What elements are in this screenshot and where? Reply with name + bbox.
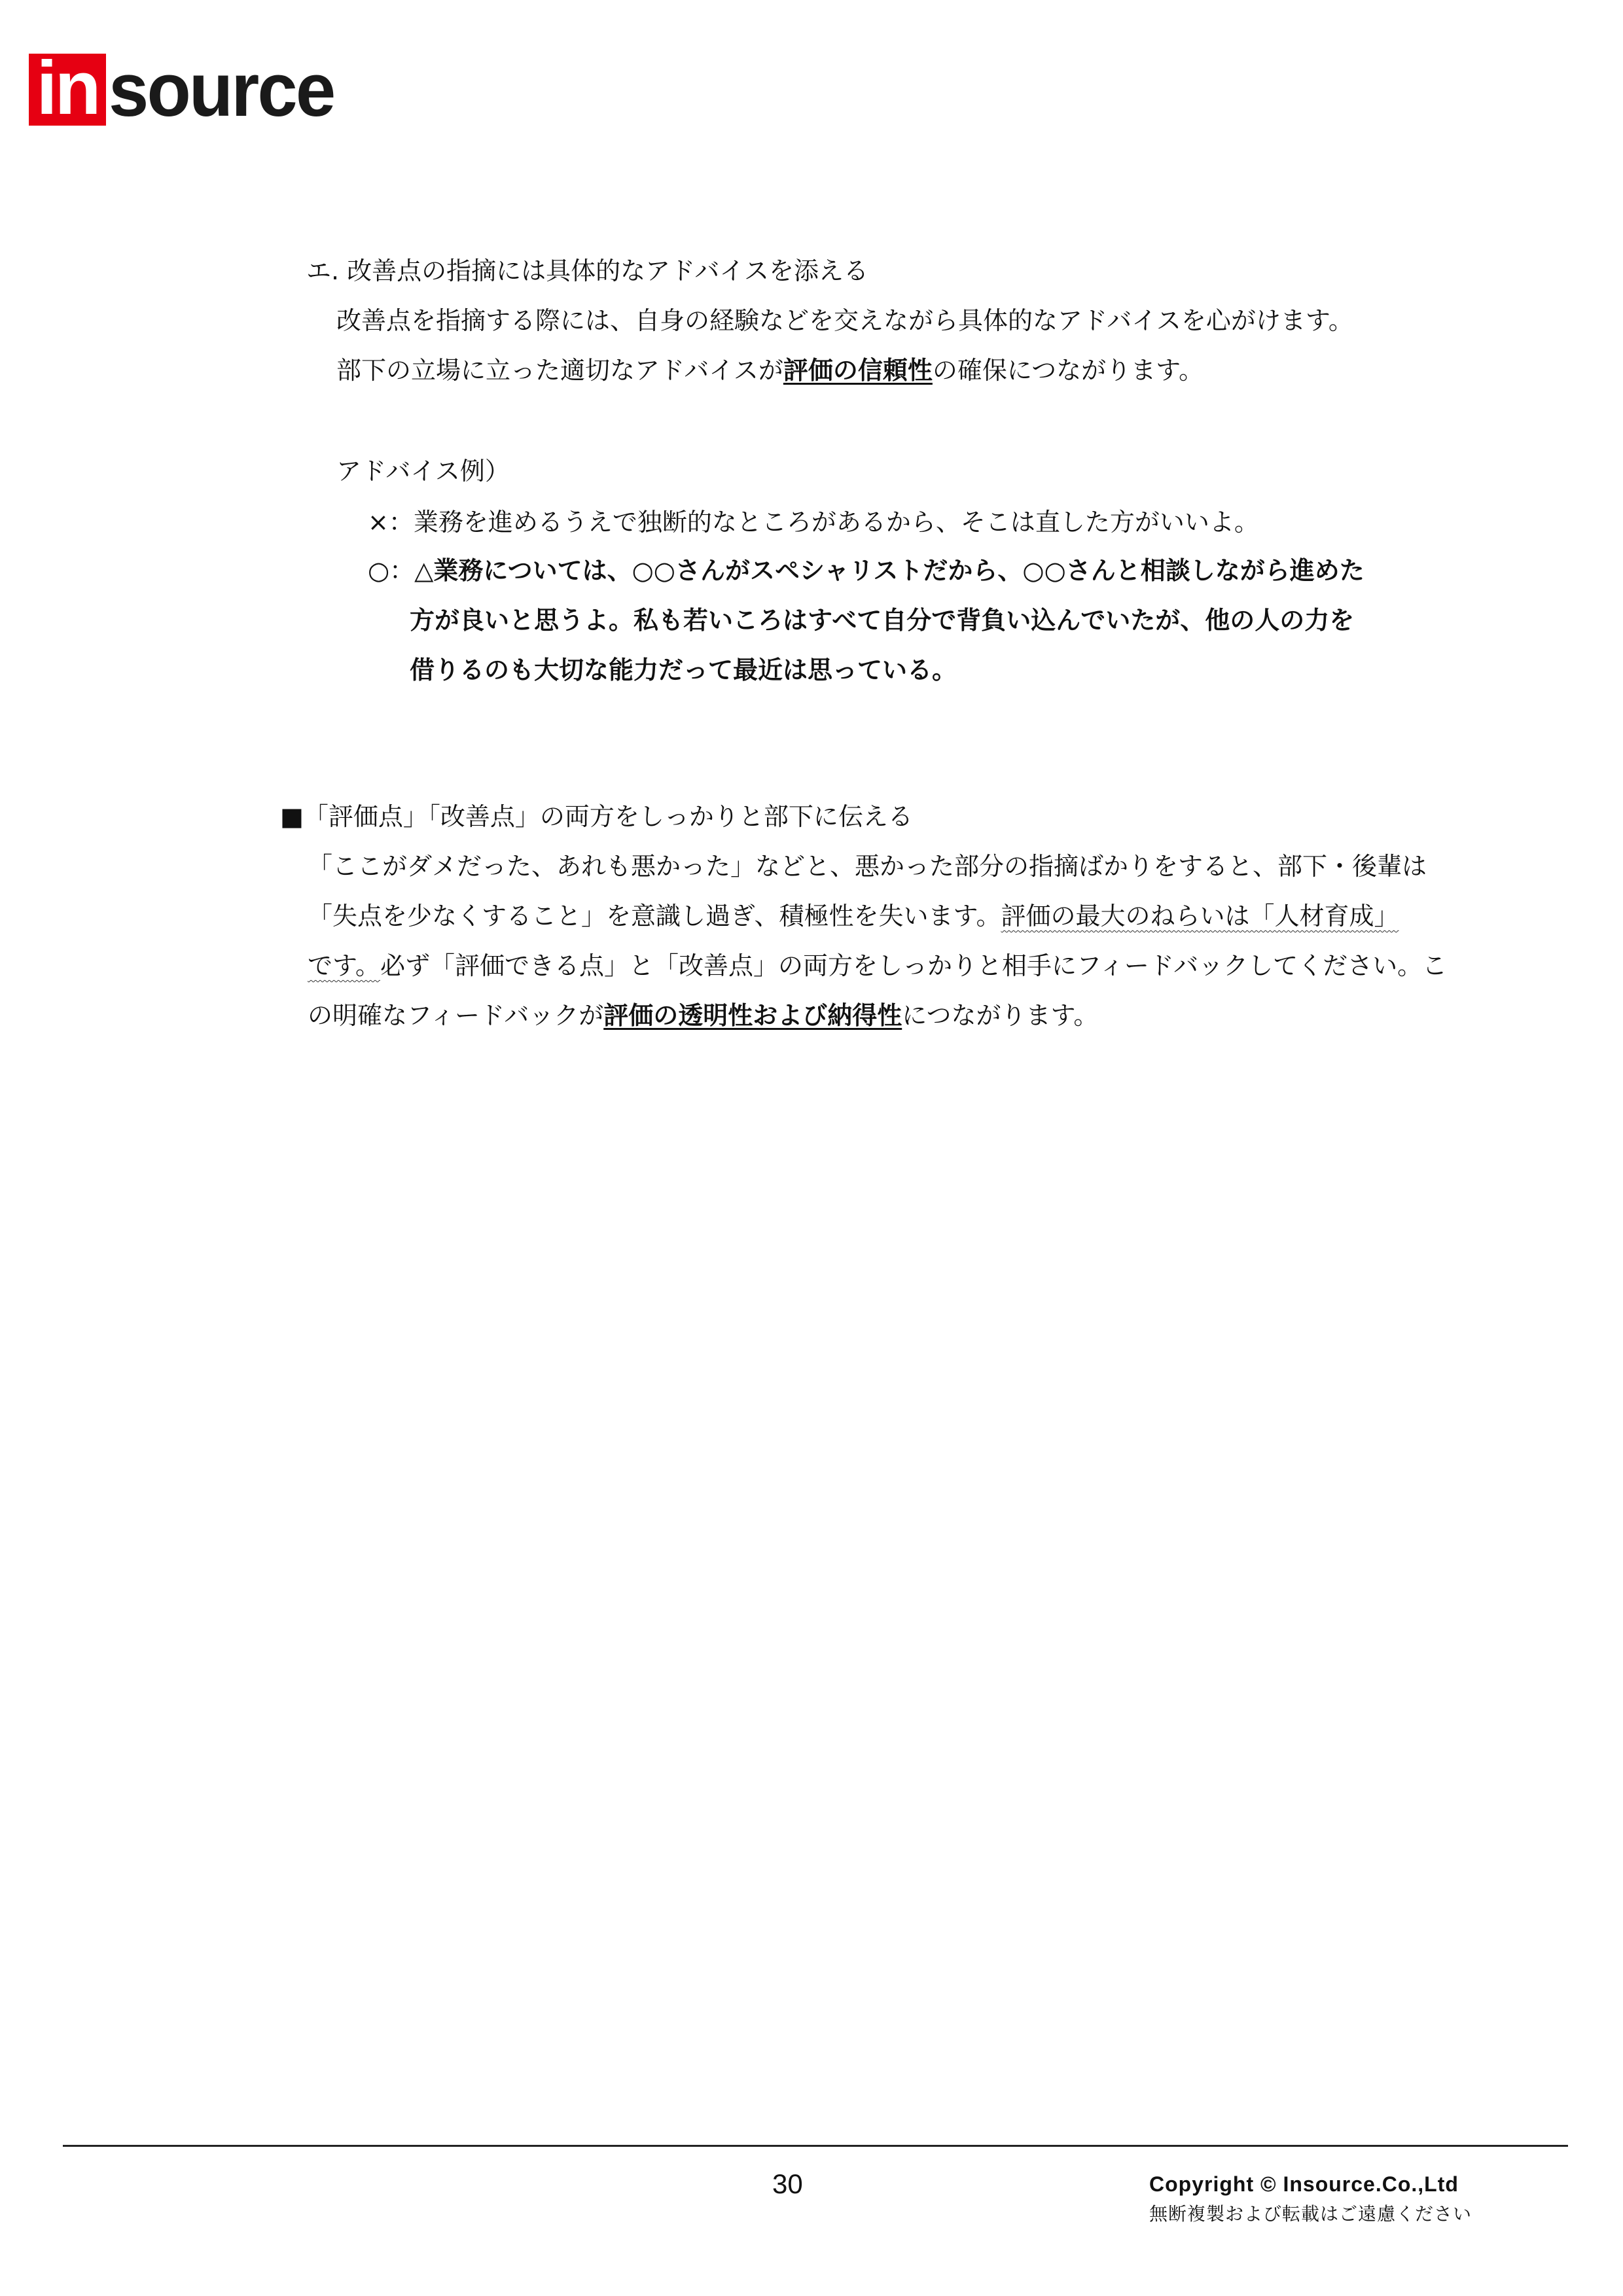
bad-example-text: 業務を進めるうえで独断的なところがあるから、そこは直した方がいいよ。 <box>413 508 1259 537</box>
logo-in-text: in <box>36 54 99 126</box>
section-both-line3-b: 必ず「評価できる点」と「改善点」の両方をしっかりと相手にフィードバックしてください。こ <box>380 951 1448 980</box>
section-both-line4-b: につながります。 <box>902 1001 1099 1030</box>
good-example-line1 <box>368 556 1364 586</box>
reproduction-notice: 無断複製および転載はご遠慮ください <box>1149 2203 1472 2225</box>
footer-divider <box>63 2145 1568 2147</box>
good-example-prefix: ○： <box>368 556 415 585</box>
section-both-line3 <box>308 951 1447 981</box>
purpose-emphasis-b: です。 <box>308 951 380 980</box>
purpose-emphasis-a: 評価の最大のねらいは「人材育成」 <box>1001 902 1399 930</box>
copyright-text: Copyright © Insource.Co.,Ltd <box>1149 2172 1459 2196</box>
section-e-line2-b: の確保につながります。 <box>932 356 1204 385</box>
section-e-heading: エ. 改善点の指摘には具体的なアドバイスを添える <box>306 256 869 285</box>
bad-example-prefix: ×： <box>368 508 414 537</box>
example-label: アドバイス例） <box>336 457 510 486</box>
good-example-line3: 借りるのも大切な能力だって最近は思っている。 <box>410 656 957 684</box>
reliability-emphasis: 評価の信頼性 <box>783 356 933 385</box>
section-e-line1: 改善点を指摘する際には、自身の経験などを交えながら具体的なアドバイスを心がけます。 <box>336 306 1353 335</box>
section-both-line1: 「ここがダメだった、あれも悪かった」などと、悪かった部分の指摘ばかりをすると、部下・後輩は <box>308 852 1427 881</box>
insource-logo <box>29 47 346 132</box>
section-both-line4-a: の明確なフィードバックが <box>308 1001 604 1030</box>
logo-source-text: source <box>109 47 334 132</box>
section-e-line2-a: 部下の立場に立った適切なアドバイスが <box>336 356 783 385</box>
bad-example <box>368 508 1259 538</box>
transparency-emphasis: 評価の透明性および納得性 <box>603 1001 902 1030</box>
good-example-text1: △業務については、○○さんがスペシャリストだから、○○さんと相談しながら進めた <box>414 556 1364 585</box>
section-both-line4 <box>308 1001 1098 1031</box>
good-example-line2: 方が良いと思うよ。私も若いころはすべて自分で背負い込んでいたが、他の人の力を <box>410 606 1355 635</box>
logo-in-box <box>29 54 106 126</box>
section-both-line2 <box>308 902 1399 932</box>
section-both-heading: ■「評価点」「改善点」の両方をしっかりと部下に伝える <box>280 802 913 831</box>
section-e-line2 <box>336 356 1204 386</box>
section-both-line2-a: 「失点を少なくすること」を意識し過ぎ、積極性を失います。 <box>308 902 1001 930</box>
page-number: 30 <box>772 2168 803 2199</box>
